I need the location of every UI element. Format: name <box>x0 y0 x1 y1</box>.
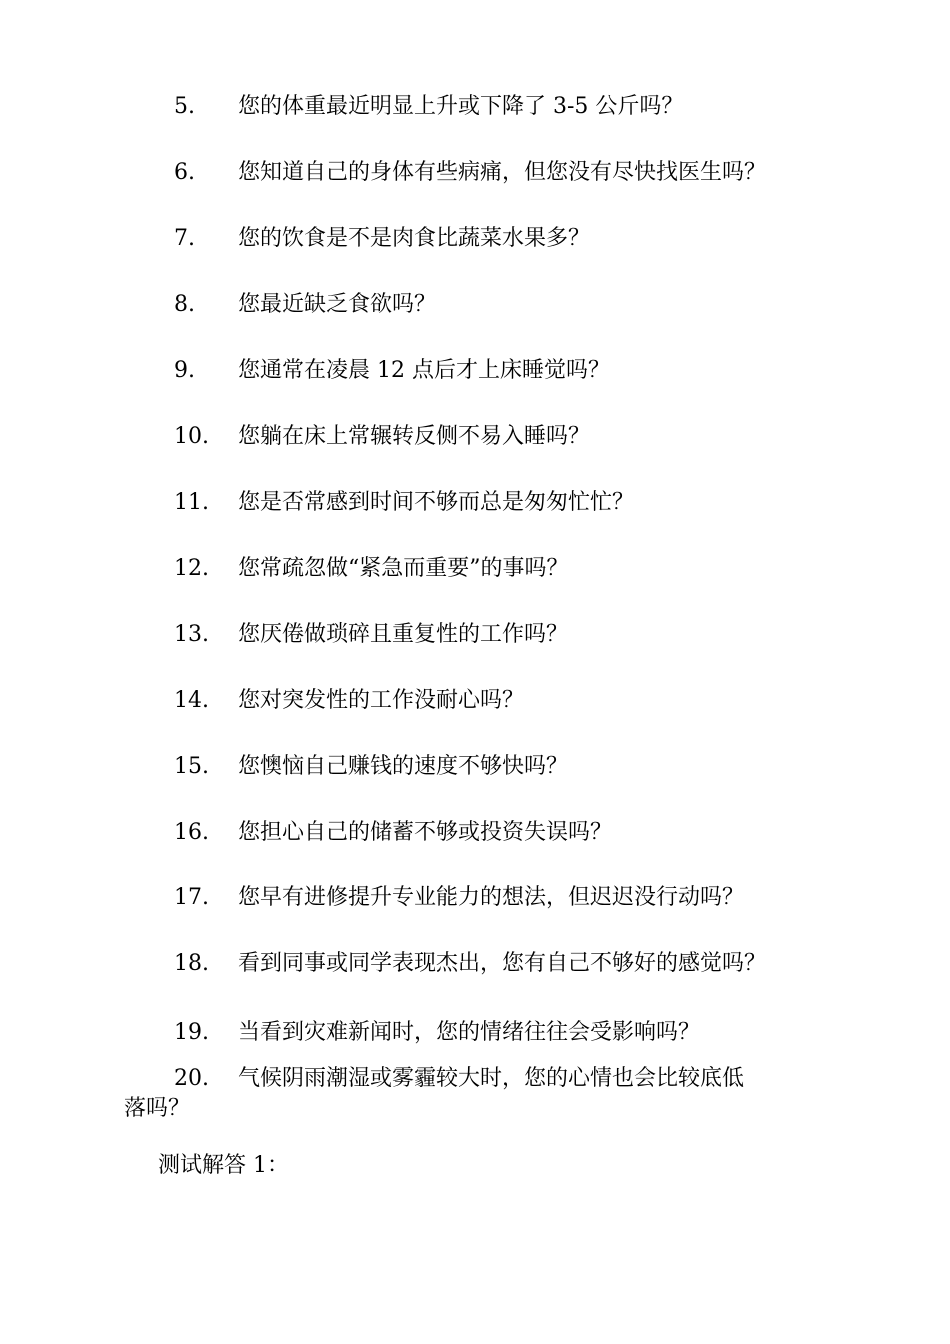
question-20 <box>0 1064 950 1124</box>
question-text: 您的饮食是不是肉食比蔬菜水果多？ <box>238 226 591 251</box>
question-number: 18. <box>174 951 209 976</box>
question-number: 14. <box>174 688 209 713</box>
question-number: 10. <box>174 424 209 449</box>
question-text: 您对突发性的工作没耐心吗？ <box>238 688 525 713</box>
question-number: 19. <box>174 1020 209 1045</box>
question-number: 15. <box>174 754 209 779</box>
question-text: 您早有进修提升专业能力的想法，但迟迟没行动吗？ <box>238 885 745 910</box>
question-text-continuation: 落吗？ <box>124 1096 191 1121</box>
question-number: 7. <box>174 226 195 251</box>
answer-heading: 测试解答 1： <box>158 1153 289 1178</box>
question-number: 17. <box>174 885 209 910</box>
question-text: 当看到灾难新闻时，您的情绪往往会受影响吗？ <box>238 1020 701 1045</box>
question-text: 您知道自己的身体有些病痛，但您没有尽快找医生吗？ <box>238 160 767 185</box>
question-number: 11. <box>174 490 209 515</box>
question-number: 13. <box>174 622 209 647</box>
question-text: 您通常在凌晨 12 点后才上床睡觉吗？ <box>238 358 610 383</box>
question-text: 您躺在床上常辗转反侧不易入睡吗？ <box>238 424 591 449</box>
question-text: 您厌倦做琐碎且重复性的工作吗？ <box>238 622 569 647</box>
question-text: 您最近缺乏食欲吗？ <box>238 292 437 317</box>
question-text: 您的体重最近明显上升或下降了 3-5 公斤吗？ <box>238 94 684 119</box>
question-number: 16. <box>174 820 209 845</box>
question-number: 5. <box>174 94 195 119</box>
question-text: 气候阴雨潮湿或雾霾较大时，您的心情也会比较底低 <box>238 1066 745 1091</box>
question-number: 8. <box>174 292 195 317</box>
question-number: 6. <box>174 160 195 185</box>
question-number: 9. <box>174 358 195 383</box>
question-text: 您常疏忽做“紧急而重要”的事吗？ <box>238 556 569 581</box>
question-number: 20. <box>174 1066 209 1091</box>
question-text: 您担心自己的储蓄不够或投资失误吗？ <box>238 820 613 845</box>
question-text: 您懊恼自己赚钱的速度不够快吗？ <box>238 754 569 779</box>
question-text: 看到同事或同学表现杰出，您有自己不够好的感觉吗？ <box>238 951 767 976</box>
question-number: 12. <box>174 556 209 581</box>
question-20-first-line <box>0 1064 950 1094</box>
question-text: 您是否常感到时间不够而总是匆匆忙忙？ <box>238 490 635 515</box>
